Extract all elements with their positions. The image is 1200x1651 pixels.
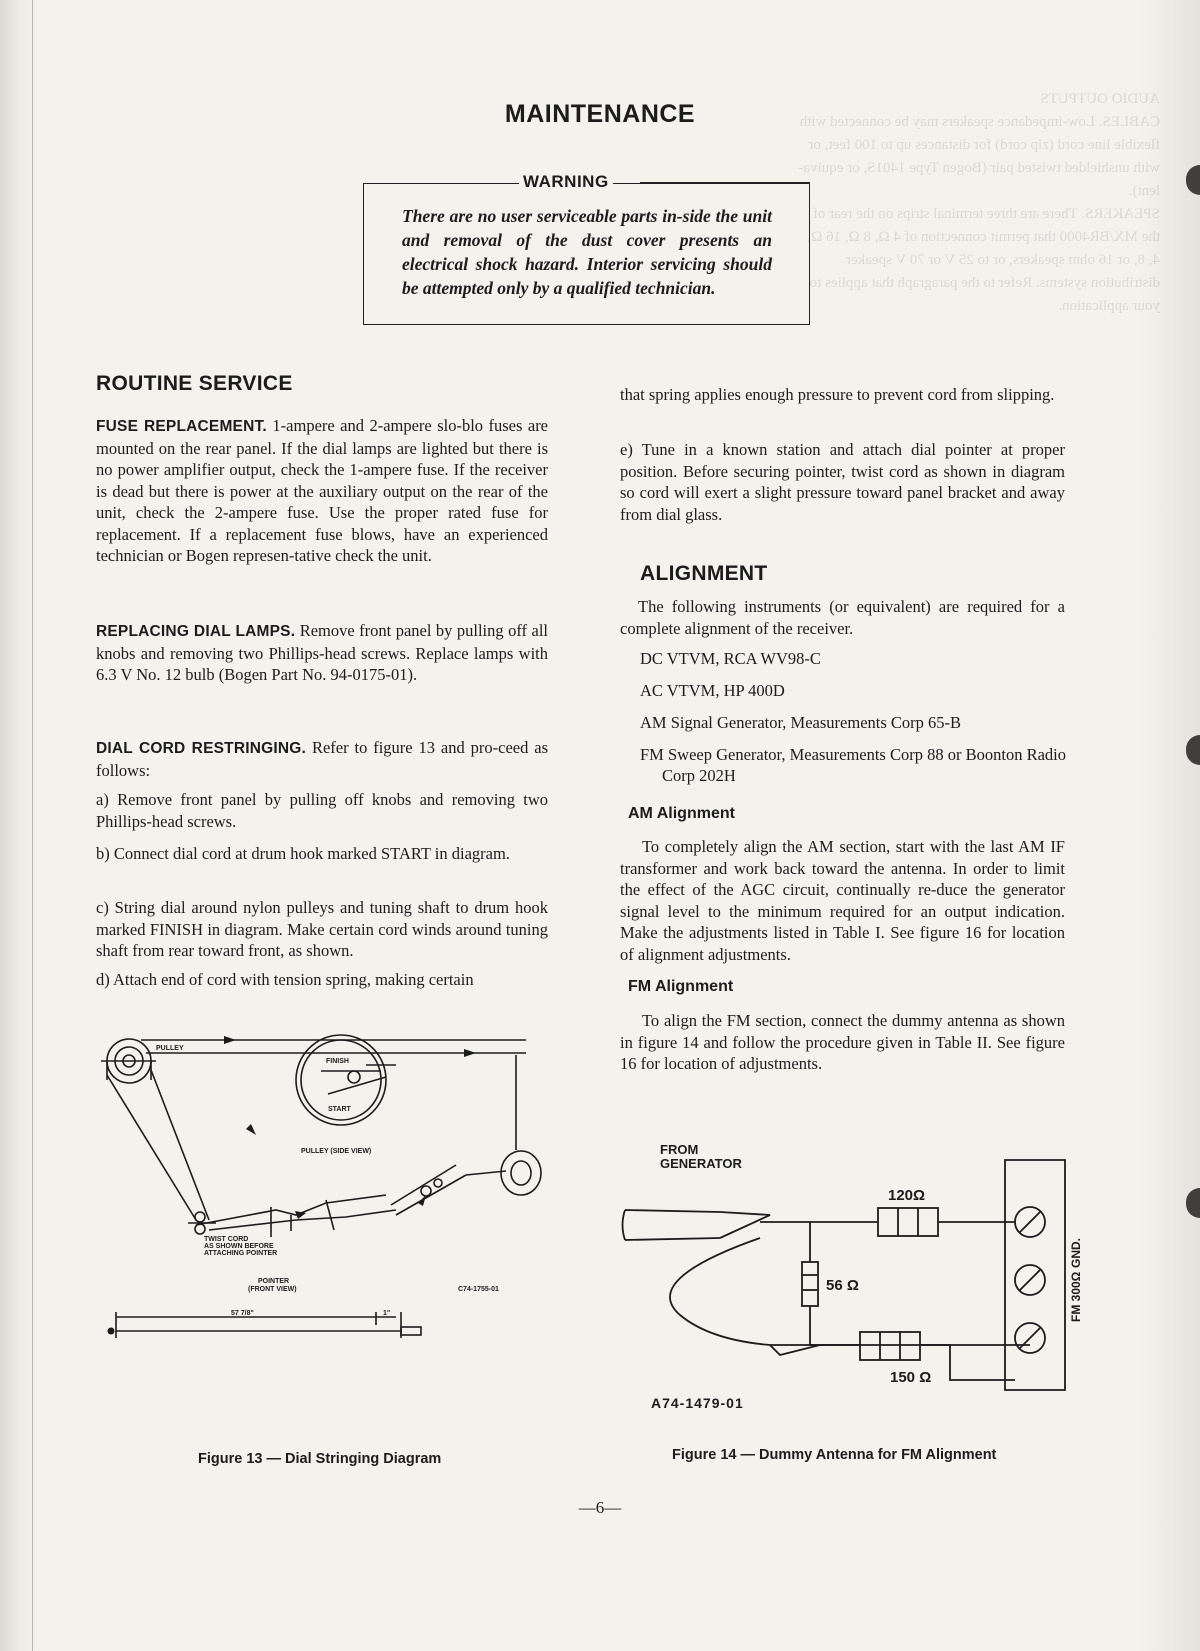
instrument-item: DC VTVM, RCA WV98-C — [640, 649, 821, 668]
fm-alignment-heading: FM Alignment — [628, 978, 734, 995]
page-title: MAINTENANCE — [504, 100, 696, 128]
start-label: START — [328, 1106, 351, 1113]
pointer-label: POINTER — [258, 1278, 290, 1285]
warning-rule — [640, 182, 810, 183]
alignment-intro: The following instruments (or equivalent) are required for a complete alignment of the receiver. — [620, 597, 1065, 638]
resistor-56-label: 56 Ω — [826, 1277, 859, 1294]
dial-lamps-heading: REPLACING DIAL LAMPS. — [96, 623, 296, 640]
dial-cord-step-d: d) Attach end of cord with tension spring, making certain — [96, 970, 474, 989]
routine-service-heading: ROUTINE SERVICE — [96, 372, 293, 395]
pulley-side-view-label: PULLEY (SIDE VIEW) — [301, 1148, 372, 1155]
alignment-heading: ALIGNMENT — [640, 562, 768, 585]
dimension-small-label: 1" — [383, 1310, 391, 1317]
resistor-150-label: 150 Ω — [890, 1369, 932, 1386]
dial-cord-step-a: a) Remove front panel by pulling off knobs and removing two Phillips-head screws. — [96, 790, 548, 831]
warning-text: There are no user serviceable parts in-side the unit and removal of the dust cover presents an electrical shock hazard. Interior servicing should be attempted only by a qualified technician. — [402, 206, 772, 298]
figure14-part-number: A74-1479-01 — [651, 1395, 744, 1411]
dial-cord-heading: DIAL CORD RESTRINGING. — [96, 740, 307, 757]
generator-label: GENERATOR — [660, 1156, 742, 1171]
am-alignment-heading: AM Alignment — [628, 805, 735, 822]
figure13-caption: Figure 13 — Dial Stringing Diagram — [198, 1451, 442, 1467]
page-number: —6— — [578, 1498, 622, 1517]
from-label: FROM — [660, 1142, 699, 1157]
pulley-label: PULLEY — [156, 1045, 184, 1052]
binding-edge — [32, 0, 33, 1651]
figure14-caption: Figure 14 — Dummy Antenna for FM Alignment — [672, 1447, 997, 1463]
dial-lamps-paragraph — [96, 620, 548, 686]
instrument-item: AM Signal Generator, Measurements Corp 65-B — [640, 713, 962, 732]
figure13-part-number: C74-1755-01 — [458, 1286, 499, 1293]
instrument-item: AC VTVM, HP 400D — [640, 681, 785, 700]
pointer-view-label: (FRONT VIEW) — [248, 1286, 297, 1293]
dial-stringing-diagram — [96, 1025, 566, 1360]
dial-cord-paragraph — [96, 737, 548, 781]
instrument-item: FM Sweep Generator, Measurements Corp 88 or Boonton Radio Corp 202H — [640, 745, 1066, 785]
dummy-antenna-diagram — [620, 1140, 1090, 1400]
resistor-120-label: 120Ω — [888, 1187, 926, 1204]
warning-box — [363, 172, 810, 325]
fm300-terminal-label: FM 300Ω — [1069, 1271, 1083, 1322]
dial-cord-step-b: b) Connect dial cord at drum hook marked START in diagram. — [96, 844, 510, 863]
dial-cord-step-c: c) String dial around nylon pulleys and tuning shaft to drum hook marked FINISH in diagram. Make certain cord winds around tuning shaft from rear toward front, as shown. — [96, 898, 548, 960]
gnd-terminal-label: GND. — [1069, 1238, 1083, 1268]
bleed-through-text: AUDIO OUTPUTS CABLES. Low-impedance speakers may be connected flexible line cord (zip cord) for distances up to 100 with unshielded twisted pair (Bogen Type 1401S, lent). SPEAKERS. There are three terminal strips on the the MX/BR4000 that permit connection of 4 Ω, 8 4, 8, or 16 ohm speakers, or to 25 V or 70 V speaker distribution systems. Refer to the paragraph that your application. — [830, 91, 1160, 314]
dimension-label: 57 7/8" — [231, 1310, 254, 1317]
dial-cord-text: Refer to figure 13 and pro-ceed as follows: — [96, 738, 549, 780]
warning-label: WARNING — [519, 172, 613, 192]
dial-lamps-text: Remove front panel by pulling off all knobs and removing two Phillips-head screws. Replace lamps with 6.3 V No. 12 bulb (Bogen Part No. 94-0175-01). — [96, 621, 548, 684]
dial-cord-step-d-continued: that spring applies enough pressure to prevent cord from slipping. — [620, 385, 1055, 404]
dial-cord-step-e: e) Tune in a known station and attach dial pointer at proper position. Before securing pointer, twist cord as shown in diagram so cord will exert a slight pressure toward panel bracket and away from dial glass. — [620, 440, 1065, 524]
fuse-replacement-heading: FUSE REPLACEMENT. — [96, 418, 267, 435]
twist-cord-label: TWIST CORD — [204, 1236, 249, 1243]
twist-cord-label-3: ATTACHING POINTER — [204, 1250, 278, 1257]
fuse-replacement-paragraph — [96, 415, 548, 567]
finish-label: FINISH — [326, 1058, 349, 1065]
am-alignment-text: To completely align the AM section, start with the last AM IF transformer and work back toward the antenna. In order to limit the effect of the AGC circuit, continually re-duce the generator signal level to the minimum required for an output indication. Make the adjustments listed in Table I. See figure 16 for location of alignment adjustments. — [620, 837, 1065, 964]
fm-alignment-text: To align the FM section, connect the dummy antenna as shown in figure 14 and follow the procedure given in Table II. See figure 16 for location of adjustments. — [620, 1011, 1065, 1073]
twist-cord-label-2: AS SHOWN BEFORE — [204, 1243, 274, 1250]
fuse-replacement-text: 1-ampere and 2-ampere slo-blo fuses are mounted on the rear panel. If the dial lamps are lighted but there is no power amplifier output, check the 1-ampere fuse. If the receiver is dead but there is power at the auxiliary output on the rear of the unit, check the 2-ampere fuse. Use the proper rated fuse for replacement. If a replacement fuse blows, have an experienced technician or Bogen represen-tative check the unit. — [96, 416, 549, 565]
